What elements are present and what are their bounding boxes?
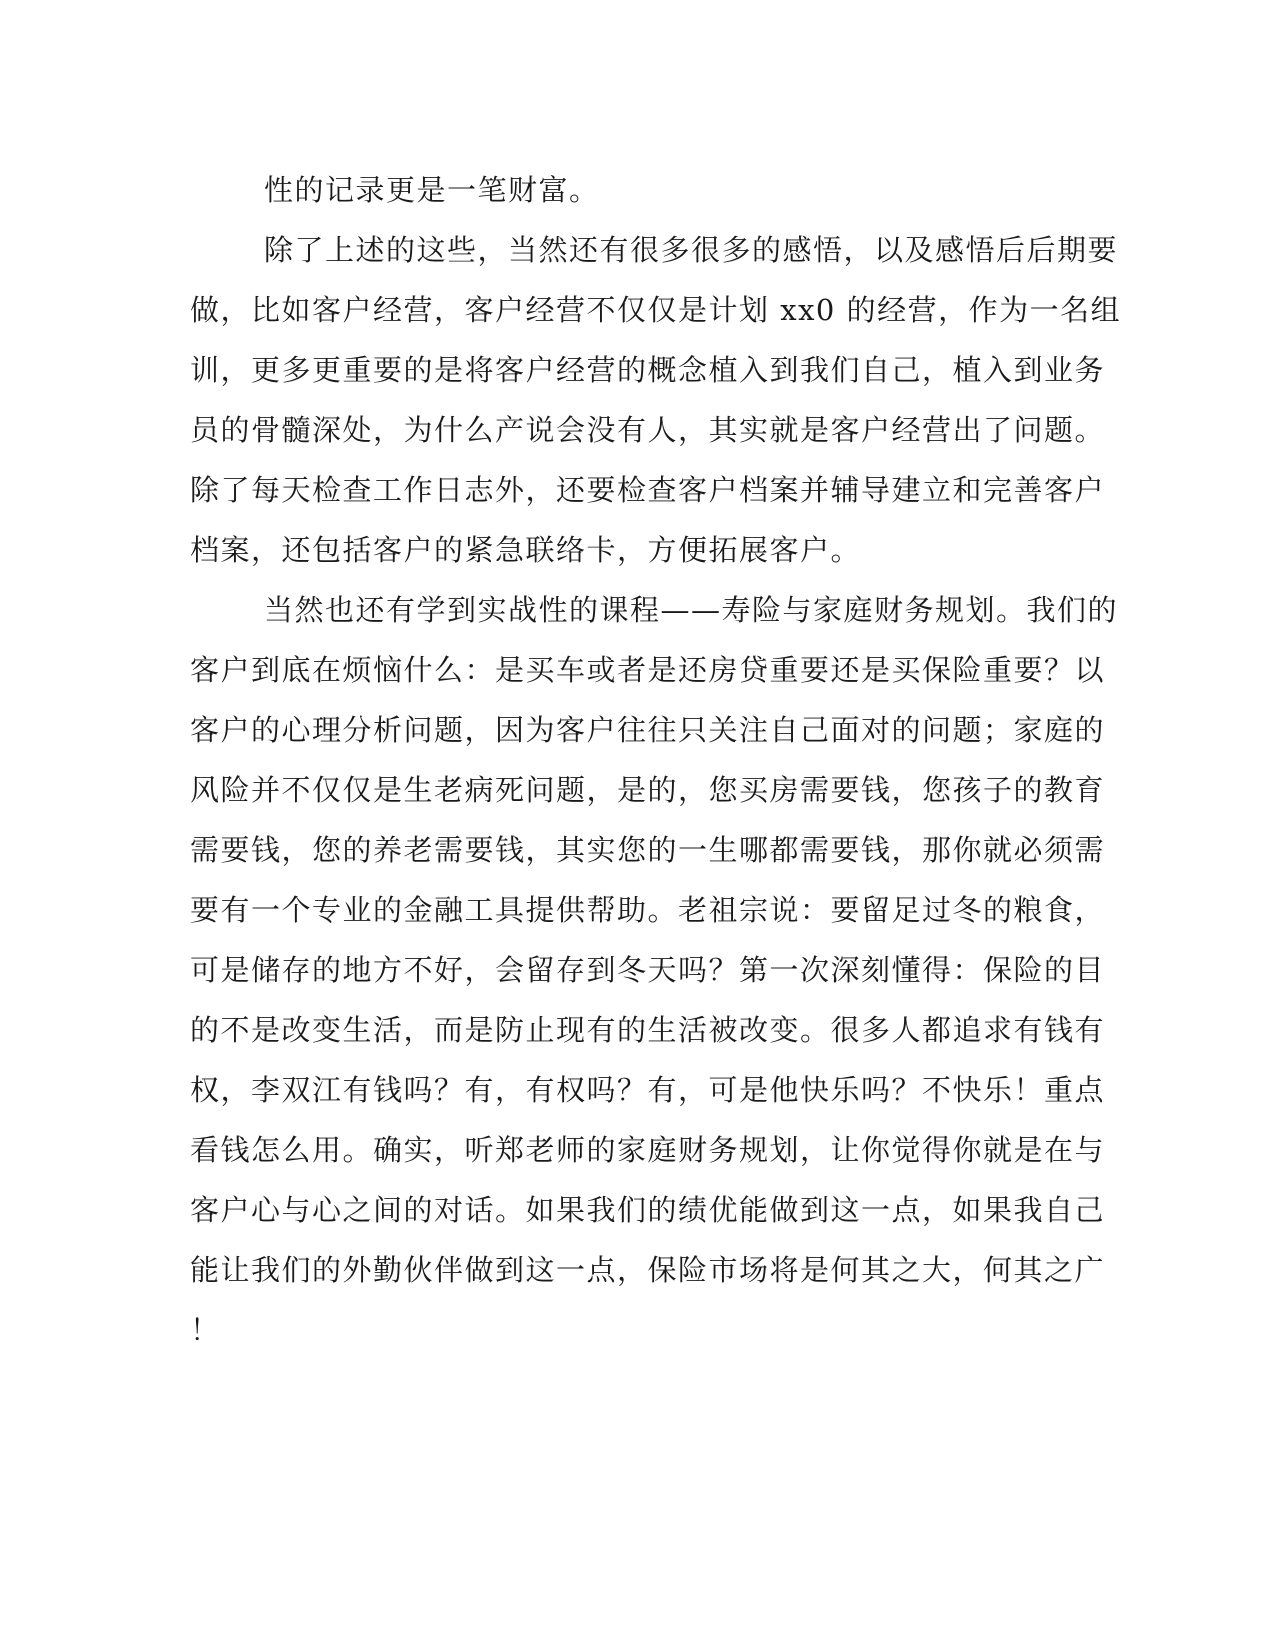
- text-line-2: 除了上述的这些，当然还有很多很多的感悟，以及感悟后后期要: [264, 233, 1119, 267]
- text-line-11: 风险并不仅仅是生老病死问题，是的，您买房需要钱，您孩子的教育: [190, 773, 1106, 807]
- text-line-7: 档案，还包括客户的紧急联络卡，方便拓展客户。: [190, 533, 862, 567]
- text-line-8: 当然也还有学到实战性的课程——寿险与家庭财务规划。我们的: [264, 593, 1119, 627]
- text-line-1: 性的记录更是一笔财富。: [264, 173, 600, 207]
- text-line-12: 需要钱，您的养老需要钱，其实您的一生哪都需要钱，那你就必须需: [190, 833, 1106, 867]
- text-line-13: 要有一个专业的金融工具提供帮助。老祖宗说：要留足过冬的粮食，: [190, 893, 1106, 927]
- text-line-16: 权，李双江有钱吗？有，有权吗？有，可是他快乐吗？不快乐！重点: [190, 1073, 1106, 1107]
- text-line-5: 员的骨髓深处，为什么产说会没有人，其实就是客户经营出了问题。: [190, 413, 1106, 447]
- text-line-15: 的不是改变生活，而是防止现有的生活被改变。很多人都追求有钱有: [190, 1013, 1106, 1047]
- document-body: [190, 160, 1122, 1360]
- text-line-17: 看钱怎么用。确实，听郑老师的家庭财务规划，让你觉得你就是在与: [190, 1133, 1106, 1167]
- text-line-9: 客户到底在烦恼什么：是买车或者是还房贷重要还是买保险重要？以: [190, 653, 1106, 687]
- text-line-20: ！: [190, 1313, 221, 1347]
- text-line-10: 客户的心理分析问题，因为客户往往只关注自己面对的问题；家庭的: [190, 713, 1106, 747]
- text-line-19: 能让我们的外勤伙伴做到这一点，保险市场将是何其之大，何其之广: [190, 1253, 1106, 1287]
- text-line-6: 除了每天检查工作日志外，还要检查客户档案并辅导建立和完善客户: [190, 473, 1106, 507]
- text-line-3: 做，比如客户经营，客户经营不仅仅是计划 xx0 的经营，作为一名组: [190, 293, 1122, 327]
- text-line-14: 可是储存的地方不好，会留存到冬天吗？第一次深刻懂得：保险的目: [190, 953, 1106, 987]
- text-line-4: 训，更多更重要的是将客户经营的概念植入到我们自己，植入到业务: [190, 353, 1106, 387]
- text-line-18: 客户心与心之间的对话。如果我们的绩优能做到这一点，如果我自己: [190, 1193, 1106, 1227]
